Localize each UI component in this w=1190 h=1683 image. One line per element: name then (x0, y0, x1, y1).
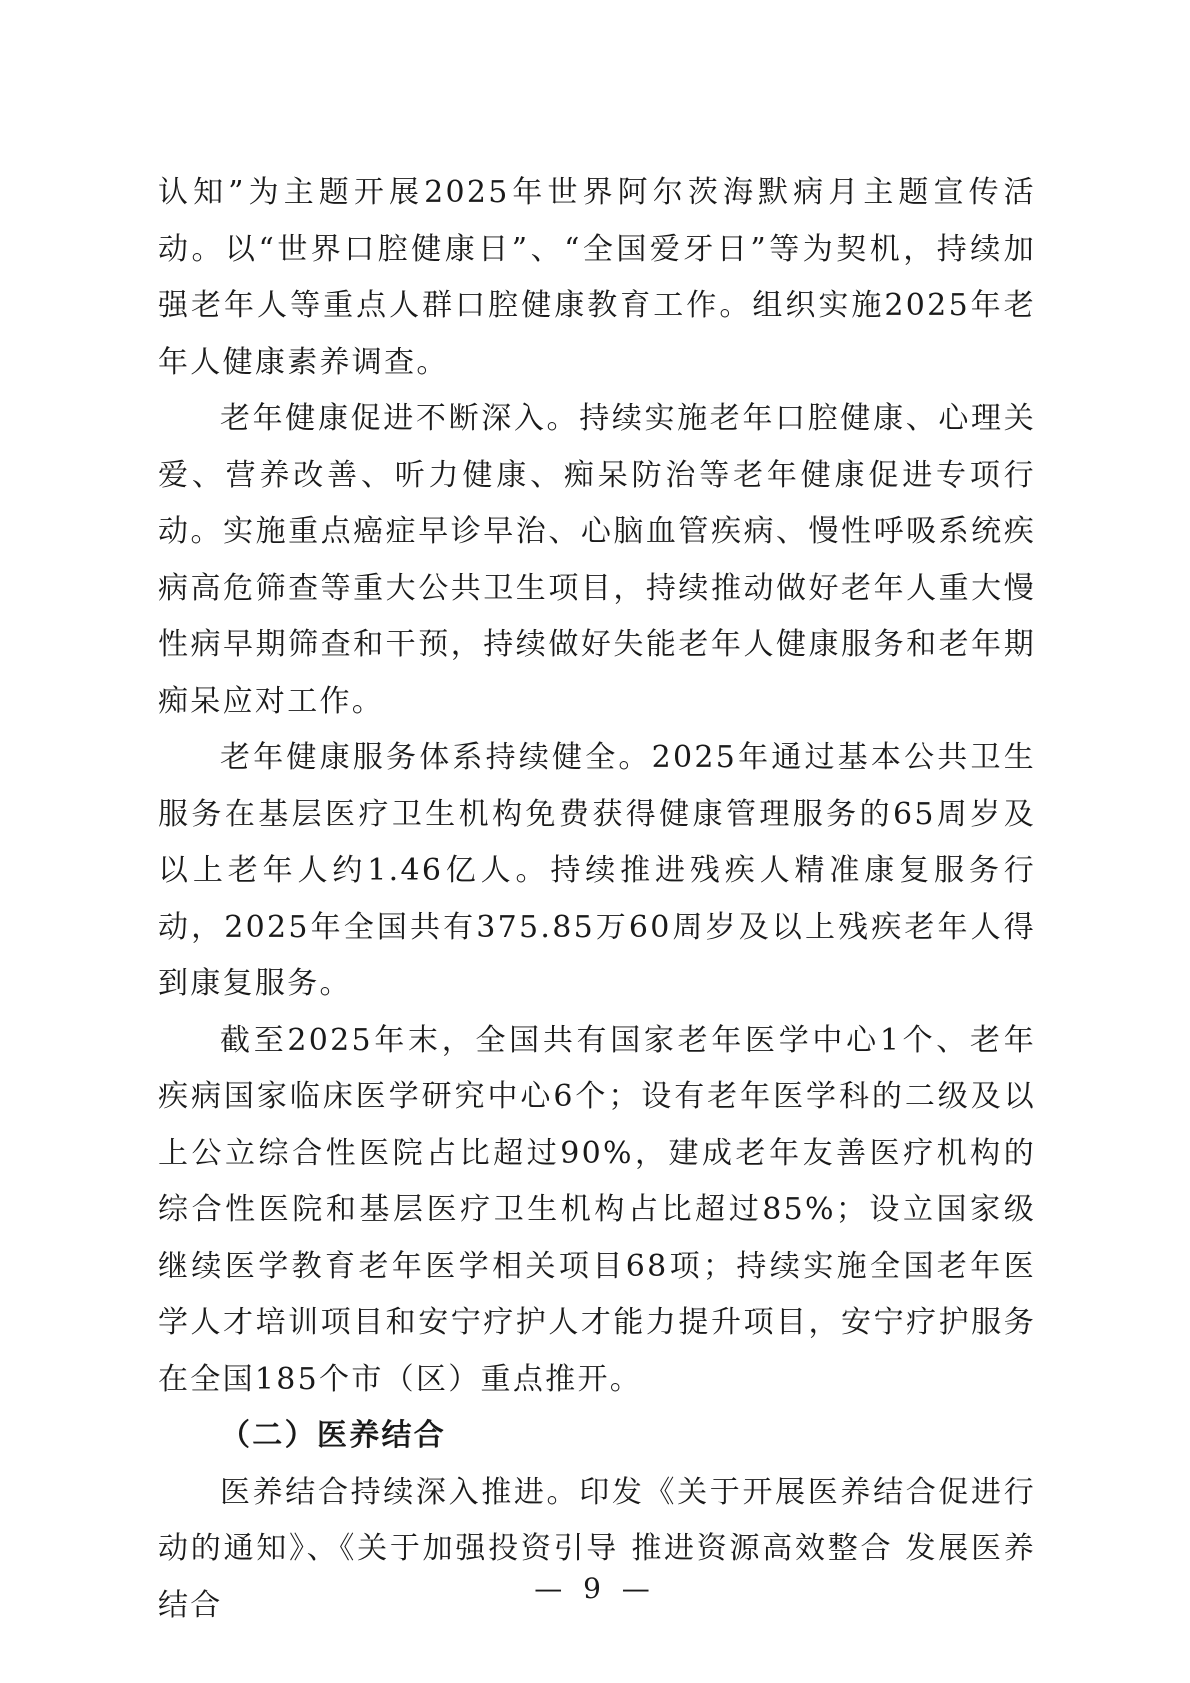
paragraph-continuation: 认知”为主题开展2025年世界阿尔茨海默病月主题宣传活动。以“世界口腔健康日”、“全国爱牙日”等为契机，持续加强老年人等重点人群口腔健康教育工作。组织实施2025年老年人健康素养调查。 (158, 175, 1036, 380)
paragraph-year-end-statistics: 截至2025年末，全国共有国家老年医学中心1个、老年疾病国家临床医学研究中心6个；设有老年医学科的二级及以上公立综合性医院占比超过90%，建成老年友善医疗机构的综合性医院和基层医疗卫生机构占比超过85%；设立国家级继续医学教育老年医学相关项目68项；持续实施全国老年医学人才培训项目和安宁疗护人才能力提升项目，安宁疗护服务在全国185个市（区）重点推开。 (158, 1022, 1036, 1397)
paragraph-medical-elderly-care: 医养结合持续深入推进。印发《关于开展医养结合促进行动的通知》、《关于加强投资引导 推进资源高效整合 发展医养结合 (158, 1474, 1036, 1623)
paragraph-health-service-system: 老年健康服务体系持续健全。2025年通过基本公共卫生服务在基层医疗卫生机构免费获得健康管理服务的65周岁及以上老年人约1.46亿人。持续推进残疾人精准康复服务行动，2025年全国共有375.85万60周岁及以上残疾老年人得到康复服务。 (158, 740, 1036, 1001)
document-body (158, 165, 1036, 1634)
paragraph-health-promotion: 老年健康促进不断深入。持续实施老年口腔健康、心理关爱、营养改善、听力健康、痴呆防治等老年健康促进专项行动。实施重点癌症早诊早治、心脑血管疾病、慢性呼吸系统疾病高危筛查等重大公共卫生项目，持续推动做好老年人重大慢性病早期筛查和干预，持续做好失能老年人健康服务和老年期痴呆应对工作。 (158, 401, 1036, 719)
section-heading: （二）医养结合 (220, 1418, 447, 1453)
page-number: — 9 — (534, 1572, 656, 1605)
